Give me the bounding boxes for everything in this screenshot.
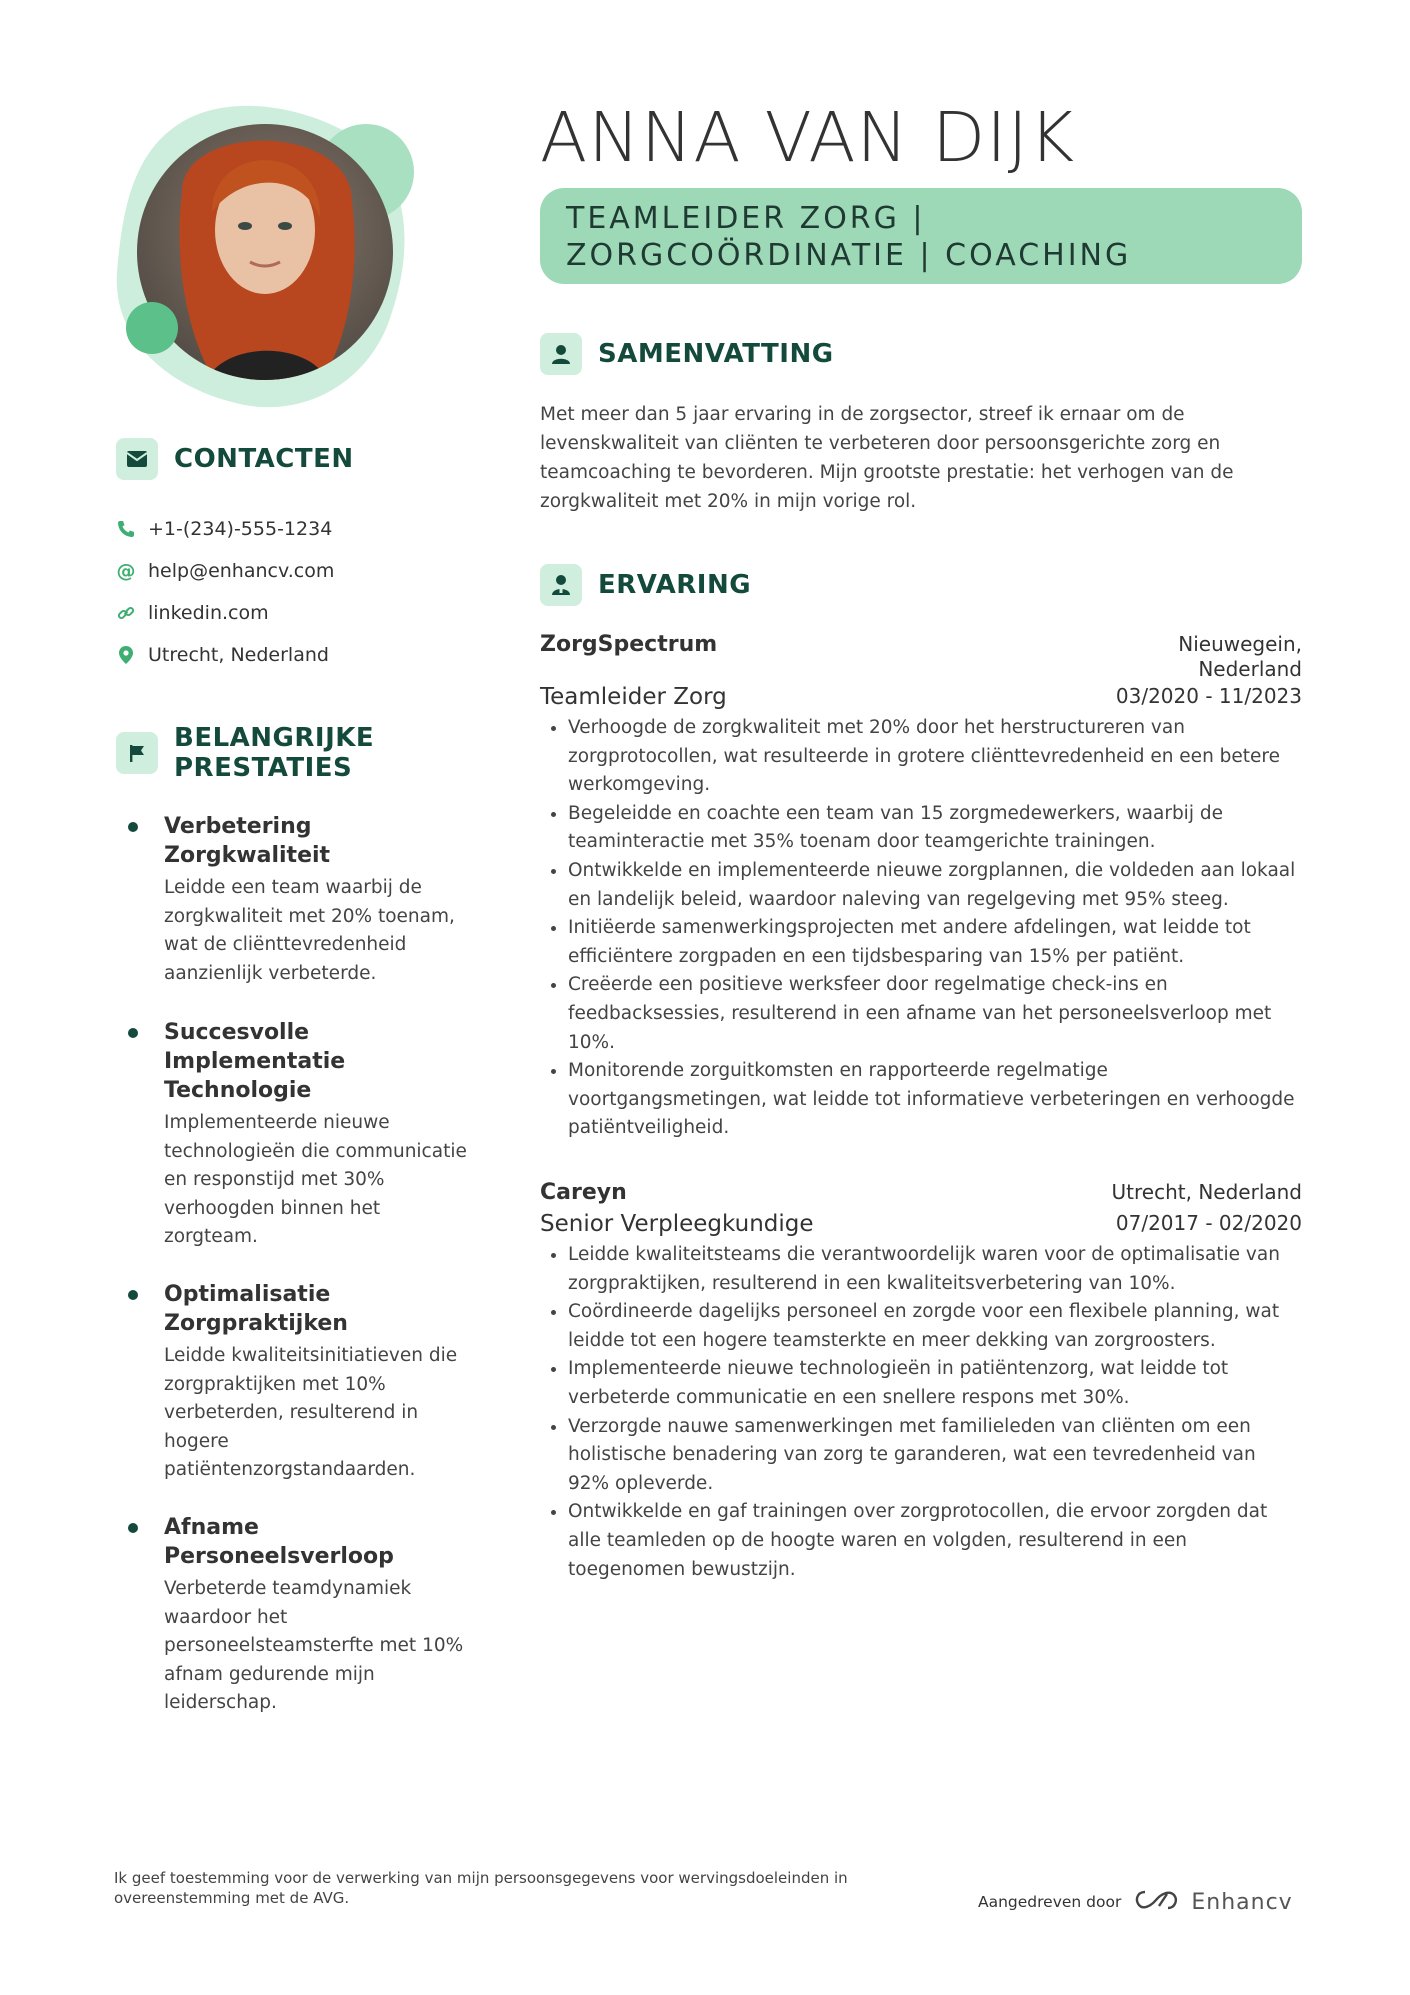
job-bullet: • Implementeerde nieuwe technologieën in patiëntenzorg, wat leidde tot verbeterde communicatie en een snellere respons met 30%. [568, 1355, 1302, 1412]
achievement-title: Verbetering Zorgkwaliteit [128, 812, 364, 870]
achievement-desc: Implementeerde nieuwe technologieën die communicatie en responstijd met 30% verhoogden binnen het zorgteam. [164, 1112, 467, 1248]
contact-linkedin[interactable] [116, 592, 334, 634]
contacts-title: CONTACTEN [174, 444, 354, 474]
candidate-name: ANNA VAN DIJK [540, 98, 1076, 178]
company-name: ZorgSpectrum [540, 632, 718, 657]
contact-phone[interactable] [116, 508, 334, 550]
phone-icon [116, 519, 136, 539]
consent-note: Ik geef toestemming voor de verwerking van mijn persoonsgegevens voor wervingsdoeleinden in overeenstemming met de AVG. [114, 1869, 848, 1907]
job-bullet: • Verhoogde de zorgkwaliteit met 20% door het herstructureren van zorgprotocollen, wat resulteerde in grotere cliënttevredenheid en een betere werkomgeving. [568, 714, 1302, 800]
job-title-banner [540, 188, 1302, 284]
job-dates: 03/2020 - 11/2023 [1115, 684, 1302, 708]
job-bullet: • Verzorgde nauwe samenwerkingen met familieleden van cliënten om een holistische benadering van zorg te garanderen, wat een tevredenheid van 92% opleverde. [568, 1413, 1302, 1499]
powered-by[interactable] [978, 1888, 1293, 1916]
user-icon [540, 333, 582, 375]
achievement-item [128, 812, 468, 988]
job-title: TEAMLEIDER ZORG | ZORGCOÖRDINATIE | COACHING [566, 201, 1132, 273]
contact-text: help@enhancv.com [148, 560, 335, 582]
job-location: Nieuwegein, Nederland [1178, 632, 1302, 681]
summary-title: SAMENVATTING [598, 339, 834, 369]
achievement-desc: Leidde een team waarbij de zorgkwaliteit met 20% toenam, wat de cliënttevredenheid aanzienlijk verbeterde. [164, 877, 455, 984]
summary-heading [540, 333, 834, 375]
job-bullets [540, 714, 1302, 1143]
job-location: Utrecht, Nederland [1111, 1180, 1302, 1204]
job-bullet: • Creëerde een positieve werksfeer door regelmatige check-ins en feedbacksessies, resulterend in een afname van het personeelsverloop met 10%. [568, 971, 1302, 1057]
job-bullets [540, 1241, 1302, 1584]
achievement-title: Succesvolle Implementatie Technologie [128, 1018, 364, 1105]
contact-text: Utrecht, Nederland [148, 644, 329, 666]
contact-text: +1-(234)-555-1234 [148, 518, 333, 540]
envelope-icon [116, 438, 158, 480]
company-name: Careyn [540, 1180, 627, 1205]
brand-name: Enhancv [1191, 1889, 1293, 1915]
job-bullet: • Monitorende zorguitkomsten en rapporteerde regelmatige voortgangsmetingen, wat leidde tot informatieve verbeteringen en verhoogde patiëntveiligheid. [568, 1057, 1302, 1143]
achievement-item [128, 1513, 468, 1718]
job-entry [540, 1180, 1302, 1584]
achievement-item [128, 1280, 468, 1485]
location-pin-icon [116, 645, 136, 665]
summary-text: Met meer dan 5 jaar ervaring in de zorgsector, streef ik ernaar om de levenskwaliteit van cliënten te verbeteren door persoonsgerichte zorg en teamcoaching te bevorderen. Mijn grootste prestatie: het verhogen van de zorgkwaliteit met 20% in mijn vorige rol. [540, 404, 1234, 512]
enhancv-logo-icon [1133, 1888, 1179, 1916]
flag-icon [116, 732, 158, 774]
achievement-title: Optimalisatie Zorgpraktijken [128, 1280, 364, 1338]
contacts-heading [116, 438, 354, 480]
achievement-item [128, 1018, 468, 1252]
contact-email[interactable] [116, 550, 334, 592]
job-bullet: • Initiëerde samenwerkingsprojecten met andere afdelingen, wat leidde tot efficiëntere zorgpaden en een tijdsbesparing van 15% per patiënt. [568, 914, 1302, 971]
job-bullet: • Ontwikkelde en implementeerde nieuwe zorgplannen, die voldeden aan lokaal en landelijk beleid, waardoor naleving van regelgeving met 95% steeg. [568, 857, 1302, 914]
experience-title: ERVARING [598, 570, 752, 600]
at-icon: @ [116, 560, 136, 582]
achievements-heading [116, 723, 456, 783]
powered-by-label: Aangedreven door [978, 1893, 1122, 1911]
job-bullet: • Leidde kwaliteitsteams die verantwoordelijk waren voor de optimalisatie van zorgpraktijken, resulterend in een kwaliteitsverbetering van 10%. [568, 1241, 1302, 1298]
job-entry [540, 632, 1302, 1143]
achievement-desc: Verbeterde teamdynamiek waardoor het personeelsteamsterfte met 10% afnam gedurende mijn leiderschap. [164, 1578, 464, 1714]
profile-photo [112, 102, 432, 422]
link-icon [116, 603, 136, 623]
job-bullet: • Ontwikkelde en gaf trainingen over zorgprotocollen, die ervoor zorgden dat alle teamleden op de hoogte waren en volgden, resulterend in een toegenomen bewustzijn. [568, 1498, 1302, 1584]
experience-heading [540, 564, 751, 606]
contact-location [116, 634, 334, 676]
achievement-title: Afname Personeelsverloop [128, 1513, 384, 1571]
contact-text: linkedin.com [148, 602, 269, 624]
job-dates: 07/2017 - 02/2020 [1115, 1211, 1302, 1235]
profile-photo-area [112, 102, 432, 422]
briefcase-user-icon [540, 564, 582, 606]
job-bullet: • Coördineerde dagelijks personeel en zorgde voor een flexibele planning, wat leidde tot een hogere teamsterkte en meer dekking van zorgroosters. [568, 1298, 1302, 1355]
achievement-desc: Leidde kwaliteitsinitiatieven die zorgpraktijken met 10% verbeterden, resulterend in hogere patiëntenzorgstandaarden. [164, 1345, 458, 1481]
achievements-title: BELANGRIJKE PRESTATIES [174, 723, 375, 783]
contact-list [116, 508, 334, 676]
job-role: Teamleider Zorg [540, 684, 727, 710]
job-bullet: • Begeleidde en coachte een team van 15 zorgmedewerkers, waarbij de teaminteractie met 35% toenam door teamgerichte trainingen. [568, 800, 1302, 857]
job-role: Senior Verpleegkundige [540, 1211, 814, 1237]
